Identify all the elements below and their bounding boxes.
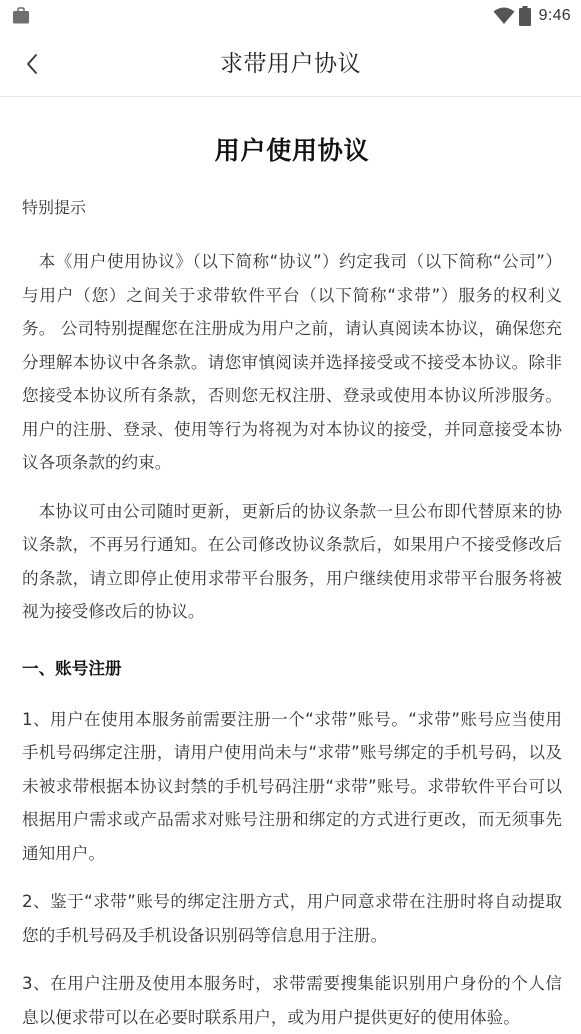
clause-3: 3、在用户注册及使用本服务时，求带需要搜集能识别用户身份的个人信息以便求带可以在必要时联系用户，或为用户提供更好的使用体验。 [22, 974, 562, 1027]
clause-1: 1、用户在使用本服务前需要注册一个“求带”账号。“求带”账号应当使用手机号码绑定注册，请用户使用尚未与“求带”账号绑定的手机号码，以及未被求带根据本协议封禁的手机号码注册“求带”账号。求带软件平台可以根据用户需求或产品需求对账号注册和绑定的方式进行更改，而无须事先通知用户。 [22, 709, 562, 863]
status-indicators [493, 4, 571, 28]
back-button[interactable] [12, 44, 52, 84]
battery-icon [519, 6, 531, 26]
shopping-bag-icon [12, 7, 30, 24]
document-title: 用户使用协议 [214, 136, 370, 165]
section-heading-account-registration: 一、账号注册 [22, 658, 122, 678]
page-title: 求带用户协议 [220, 51, 361, 77]
chevron-left-icon [25, 53, 39, 75]
navigation-bar [0, 32, 581, 97]
status-time: 9:46 [538, 7, 571, 24]
wifi-icon [493, 7, 515, 25]
tip-label: 特别提示 [22, 198, 87, 217]
update-paragraph: 本协议可由公司随时更新，更新后的协议条款一旦公布即代替原来的协议条款，不再另行通知。在公司修改协议条款后，如果用户不接受修改后的条款，请立即停止使用求带平台服务，用户继续使用求带平台服务将被视为接受修改后的协议。 [22, 501, 562, 621]
intro-paragraph: 本《用户使用协议》（以下简称“协议”）约定我司（以下简称“公司”）与用户（您）之间关于求带软件平台（以下简称“求带”）服务的权利义务。 公司特别提醒您在注册成为用户之前，请认真阅读本协议，确保您充分理解本协议中各条款。请您审慎阅读并选择接受或不接受本协议。除非您接受本协议所有条款，否则您无权注册、登录或使用本协议所涉服务。用户的注册、登录、使用等行为将视为对本协议的接受，并同意接受本协议各项条款的约束。 [22, 252, 562, 472]
clause-2: 2、鉴于“求带”账号的绑定注册方式，用户同意求带在注册时将自动提取您的手机号码及手机设备识别码等信息用于注册。 [22, 892, 562, 945]
agreement-content [22, 97, 562, 1034]
status-bar [0, 0, 581, 32]
